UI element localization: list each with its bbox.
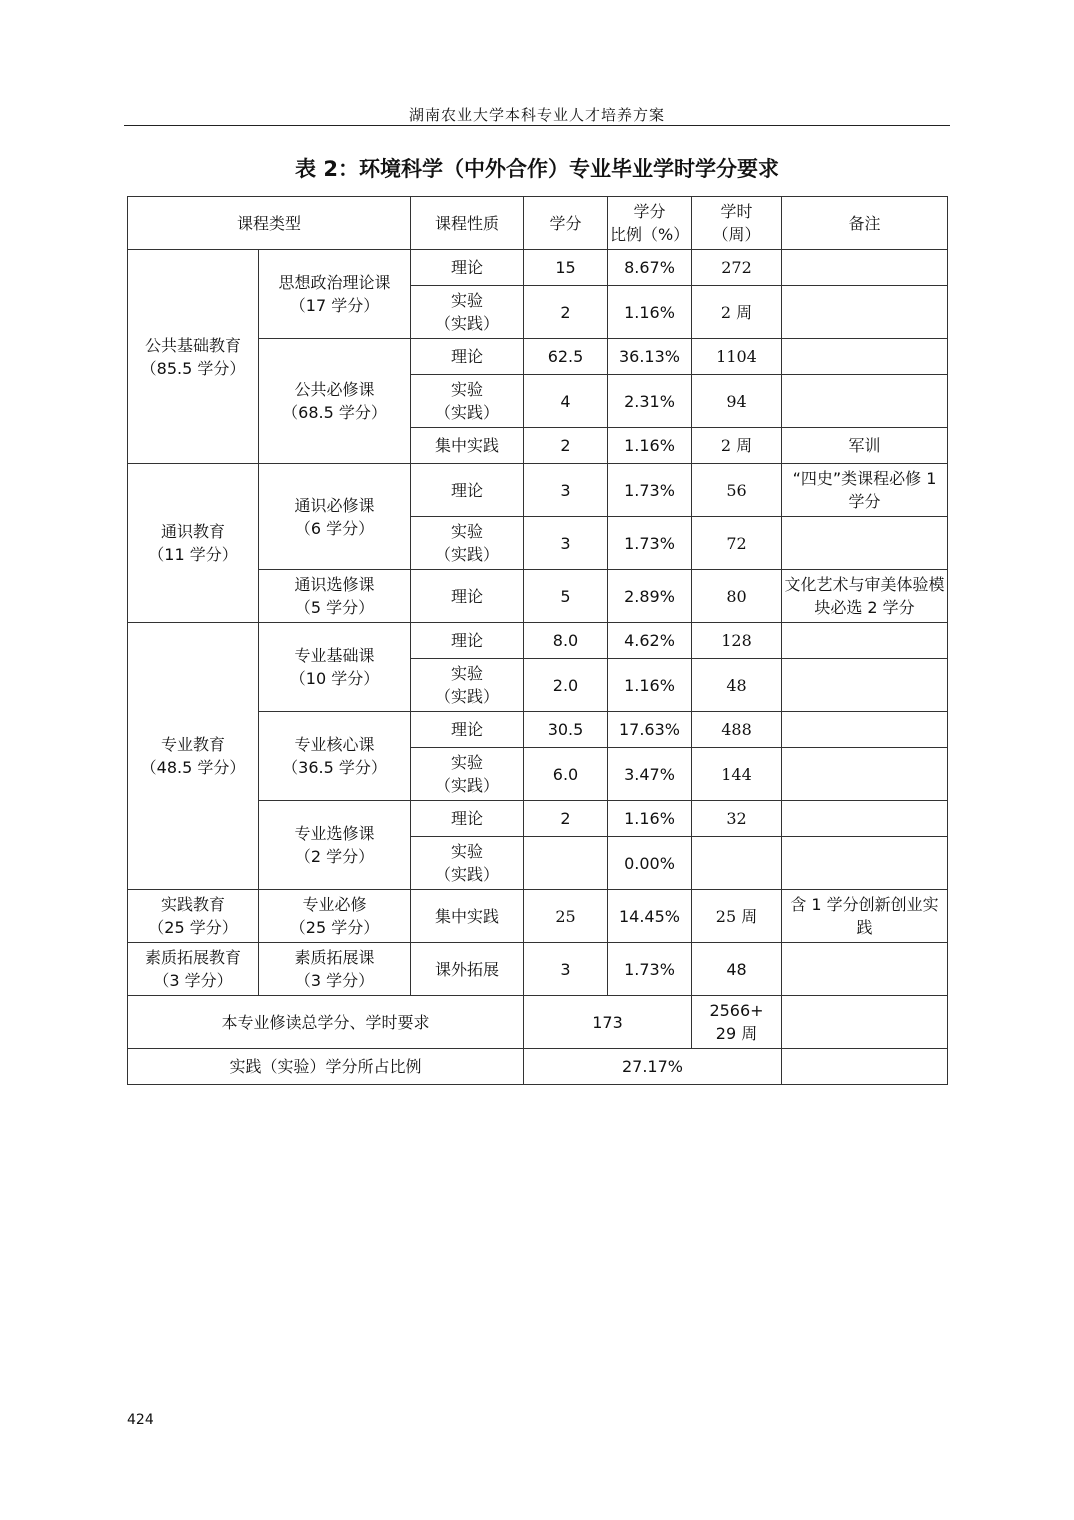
ratio-cell: 8.67% <box>608 250 692 286</box>
subgroup-general-elective: 通识选修课 （5 学分） <box>259 570 411 623</box>
col-header-nature: 课程性质 <box>411 197 524 250</box>
credit-cell: 2 <box>524 801 608 837</box>
hours-cell: 56 <box>692 464 782 517</box>
col-header-hours: 学时 （周） <box>692 197 782 250</box>
header-rule <box>124 125 950 126</box>
ratio-cell: 2.89% <box>608 570 692 623</box>
hours-cell: 32 <box>692 801 782 837</box>
nature-cell: 理论 <box>411 464 524 517</box>
credit-cell: 3 <box>524 517 608 570</box>
subgroup-quality-course: 素质拓展课 （3 学分） <box>259 943 411 996</box>
ratio-cell: 36.13% <box>608 339 692 375</box>
nature-cell: 实验 （实践） <box>411 837 524 890</box>
note-cell <box>782 943 948 996</box>
nature-cell: 理论 <box>411 623 524 659</box>
credit-cell: 25 <box>524 890 608 943</box>
credit-cell: 4 <box>524 375 608 428</box>
nature-cell: 理论 <box>411 712 524 748</box>
ratio-cell: 3.47% <box>608 748 692 801</box>
credit-cell: 62.5 <box>524 339 608 375</box>
subgroup-practice-required: 专业必修 （25 学分） <box>259 890 411 943</box>
nature-cell: 实验 （实践） <box>411 748 524 801</box>
total-note <box>782 996 948 1049</box>
group-public: 公共基础教育 （85.5 学分） <box>128 250 259 464</box>
group-practice: 实践教育 （25 学分） <box>128 890 259 943</box>
ratio-cell: 2.31% <box>608 375 692 428</box>
nature-cell: 理论 <box>411 801 524 837</box>
note-cell <box>782 623 948 659</box>
ratio-cell: 1.73% <box>608 517 692 570</box>
nature-cell: 集中实践 <box>411 428 524 464</box>
credit-cell: 8.0 <box>524 623 608 659</box>
group-general: 通识教育 （11 学分） <box>128 464 259 623</box>
practice-ratio-value: 27.17% <box>524 1049 782 1085</box>
note-cell <box>782 250 948 286</box>
hours-cell: 128 <box>692 623 782 659</box>
col-header-note: 备注 <box>782 197 948 250</box>
table-row <box>128 623 948 659</box>
credit-cell: 3 <box>524 943 608 996</box>
nature-cell: 理论 <box>411 250 524 286</box>
ratio-cell: 17.63% <box>608 712 692 748</box>
subgroup-major-core: 专业核心课 （36.5 学分） <box>259 712 411 801</box>
page-header: 湖南农业大学本科专业人才培养方案 <box>408 106 665 124</box>
note-cell <box>782 517 948 570</box>
note-cell <box>782 659 948 712</box>
note-cell: 文化艺术与审美体验模块必选 2 学分 <box>782 570 948 623</box>
col-header-credit: 学分 <box>524 197 608 250</box>
credit-cell: 2 <box>524 428 608 464</box>
hours-cell: 2 周 <box>692 428 782 464</box>
hours-cell: 72 <box>692 517 782 570</box>
ratio-cell: 1.16% <box>608 659 692 712</box>
note-cell <box>782 286 948 339</box>
hours-cell: 144 <box>692 748 782 801</box>
nature-cell: 理论 <box>411 339 524 375</box>
nature-cell: 课外拓展 <box>411 943 524 996</box>
credit-cell: 6.0 <box>524 748 608 801</box>
hours-cell: 272 <box>692 250 782 286</box>
nature-cell: 实验 （实践） <box>411 375 524 428</box>
credit-requirements-table <box>127 196 948 1085</box>
subgroup-public-required: 公共必修课 （68.5 学分） <box>259 339 411 464</box>
table-row <box>128 464 948 517</box>
ratio-cell: 14.45% <box>608 890 692 943</box>
hours-cell: 1104 <box>692 339 782 375</box>
page-number: 424 <box>127 1412 154 1428</box>
total-credit: 173 <box>524 996 692 1049</box>
hours-cell <box>692 837 782 890</box>
col-header-ratio: 学分 比例（%） <box>608 197 692 250</box>
group-major: 专业教育 （48.5 学分） <box>128 623 259 890</box>
hours-cell: 94 <box>692 375 782 428</box>
nature-cell: 理论 <box>411 570 524 623</box>
credit-cell: 30.5 <box>524 712 608 748</box>
hours-cell: 488 <box>692 712 782 748</box>
table-row <box>128 250 948 286</box>
ratio-cell: 1.16% <box>608 286 692 339</box>
note-cell <box>782 748 948 801</box>
ratio-cell: 1.16% <box>608 801 692 837</box>
credit-cell: 15 <box>524 250 608 286</box>
practice-ratio-note <box>782 1049 948 1085</box>
total-row <box>128 996 948 1049</box>
ratio-cell: 4.62% <box>608 623 692 659</box>
subgroup-major-basic: 专业基础课 （10 学分） <box>259 623 411 712</box>
practice-ratio-label: 实践（实验）学分所占比例 <box>128 1049 524 1085</box>
subgroup-politics: 思想政治理论课 （17 学分） <box>259 250 411 339</box>
ratio-cell: 0.00% <box>608 837 692 890</box>
group-quality: 素质拓展教育 （3 学分） <box>128 943 259 996</box>
note-cell <box>782 375 948 428</box>
hours-cell: 80 <box>692 570 782 623</box>
subgroup-general-required: 通识必修课 （6 学分） <box>259 464 411 570</box>
ratio-cell: 1.73% <box>608 943 692 996</box>
hours-cell: 25 周 <box>692 890 782 943</box>
credit-cell: 2.0 <box>524 659 608 712</box>
practice-ratio-row <box>128 1049 948 1085</box>
note-cell: “四史”类课程必修 1 学分 <box>782 464 948 517</box>
table-row <box>128 943 948 996</box>
credit-cell: 5 <box>524 570 608 623</box>
hours-cell: 2 周 <box>692 286 782 339</box>
hours-cell: 48 <box>692 659 782 712</box>
hours-cell: 48 <box>692 943 782 996</box>
note-cell <box>782 339 948 375</box>
ratio-cell: 1.73% <box>608 464 692 517</box>
note-cell: 军训 <box>782 428 948 464</box>
table-header-row <box>128 197 948 250</box>
nature-cell: 集中实践 <box>411 890 524 943</box>
nature-cell: 实验 （实践） <box>411 286 524 339</box>
credit-cell: 2 <box>524 286 608 339</box>
col-header-type: 课程类型 <box>128 197 411 250</box>
credit-cell <box>524 837 608 890</box>
table-title: 表 2：环境科学（中外合作）专业毕业学时学分要求 <box>295 157 779 181</box>
note-cell <box>782 837 948 890</box>
ratio-cell: 1.16% <box>608 428 692 464</box>
total-label: 本专业修读总学分、学时要求 <box>128 996 524 1049</box>
nature-cell: 实验 （实践） <box>411 659 524 712</box>
table-row <box>128 890 948 943</box>
total-hours: 2566+ 29 周 <box>692 996 782 1049</box>
nature-cell: 实验 （实践） <box>411 517 524 570</box>
credit-cell: 3 <box>524 464 608 517</box>
note-cell <box>782 801 948 837</box>
subgroup-major-elective: 专业选修课 （2 学分） <box>259 801 411 890</box>
note-cell: 含 1 学分创新创业实践 <box>782 890 948 943</box>
note-cell <box>782 712 948 748</box>
